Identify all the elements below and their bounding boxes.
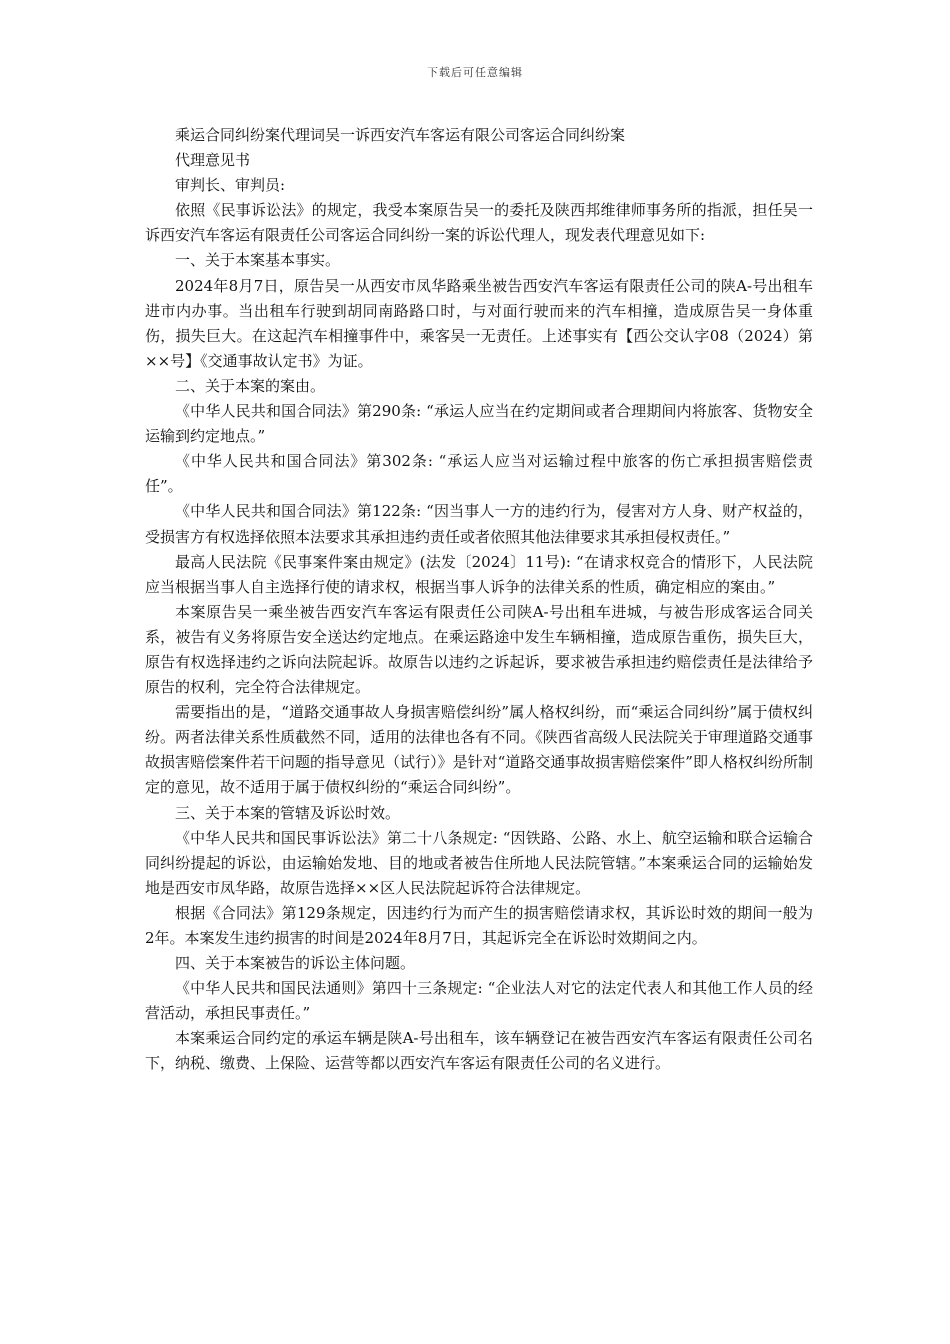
page-header-note: 下载后可任意编辑 [427, 66, 523, 79]
document-body [145, 123, 813, 1077]
paragraph: 根据《合同法》第129条规定，因违约行为而产生的损害赔偿请求权，其诉讼时效的期间一般为2年。本案发生违约损害的时间是2024年8月7日，其起诉完全在诉讼时效期间之内。 [145, 903, 813, 947]
paragraph: 2024年8月7日，原告吴一从西安市凤华路乘坐被告西安汽车客运有限责任公司的陕A-号出租车进市内办事。当出租车行驶到胡同南路路口时，与对面行驶而来的汽车相撞，造成原告吴一身体重伤，损失巨大。在这起汽车相撞事件中，乘客吴一无责任。上述事实有【西公交认字08（2024）第××号】《交通事故认定书》为证。 [145, 276, 813, 370]
paragraph: 最高人民法院《民事案件案由规定》(法发〔2024〕11号): “在请求权竞合的情形下，人民法院应当根据当事人自主选择行使的请求权，根据当事人诉争的法律关系的性质，确定相应的案由。” [145, 552, 813, 596]
paragraph: 依照《民事诉讼法》的规定，我受本案原告吴一的委托及陕西邦维律师事务所的指派，担任吴一诉西安汽车客运有限责任公司客运合同纠纷一案的诉讼代理人，现发表代理意见如下: [145, 201, 813, 245]
paragraph: 本案乘运合同约定的承运车辆是陕A-号出租车，该车辆登记在被告西安汽车客运有限责任公司名下，纳税、缴费、上保险、运营等都以西安汽车客运有限责任公司的名义进行。 [145, 1029, 813, 1073]
document-subtitle: 代理意见书 [175, 151, 251, 170]
section-heading: 一、关于本案基本事实。 [175, 251, 341, 270]
paragraph: 本案原告吴一乘坐被告西安汽车客运有限责任公司陕A-号出租车进城，与被告形成客运合同关系，被告有义务将原告安全送达约定地点。在乘运路途中发生车辆相撞，造成原告重伤，损失巨大，原告有权选择违约之诉向法院起诉。故原告以违约之诉起诉，要求被告承担违约赔偿责任是法律给予原告的权利，完全符合法律规定。 [145, 602, 813, 697]
paragraph: 《中华人民共和国合同法》第302条: “承运人应当对运输过程中旅客的伤亡承担损害赔偿责任”。 [145, 452, 813, 496]
document-title: 乘运合同纠纷案代理词吴一诉西安汽车客运有限公司客运合同纠纷案 [175, 126, 626, 144]
section-heading: 二、关于本案的案由。 [175, 376, 326, 395]
section-heading: 三、关于本案的管辖及诉讼时效。 [175, 803, 401, 822]
paragraph: 《中华人民共和国民事诉讼法》第二十八条规定: “因铁路、公路、水上、航空运输和联合运输合同纠纷提起的诉讼，由运输始发地、目的地或者被告住所地人民法院管辖。”本案乘运合同的运输始发地是西安市凤华路，故原告选择××区人民法院起诉符合法律规定。 [145, 828, 813, 897]
paragraph: 《中华人民共和国合同法》第290条: “承运人应当在约定期间或者合理期间内将旅客、货物安全运输到约定地点。” [145, 402, 813, 446]
salutation: 审判长、审判员: [175, 176, 286, 195]
section-heading: 四、关于本案被告的诉讼主体问题。 [175, 954, 416, 973]
paragraph: 《中华人民共和国民法通则》第四十三条规定: “企业法人对它的法定代表人和其他工作人员的经营活动，承担民事责任。” [145, 979, 813, 1023]
paragraph: 《中华人民共和国合同法》第122条: “因当事人一方的违约行为，侵害对方人身、财产权益的，受损害方有权选择依照本法要求其承担违约责任或者依照其他法律要求其承担侵权责任。” [145, 502, 813, 546]
paragraph: 需要指出的是，“道路交通事故人身损害赔偿纠纷”属人格权纠纷，而“乘运合同纠纷”属于债权纠纷。两者法律关系性质截然不同，适用的法律也各有不同。《陕西省高级人民法院关于审理道路交通事故损害赔偿案件若干问题的指导意见（试行）》是针对“道路交通事故损害赔偿案件”即人格权纠纷所制定的意见，故不适用于属于债权纠纷的“乘运合同纠纷”。 [145, 703, 813, 797]
